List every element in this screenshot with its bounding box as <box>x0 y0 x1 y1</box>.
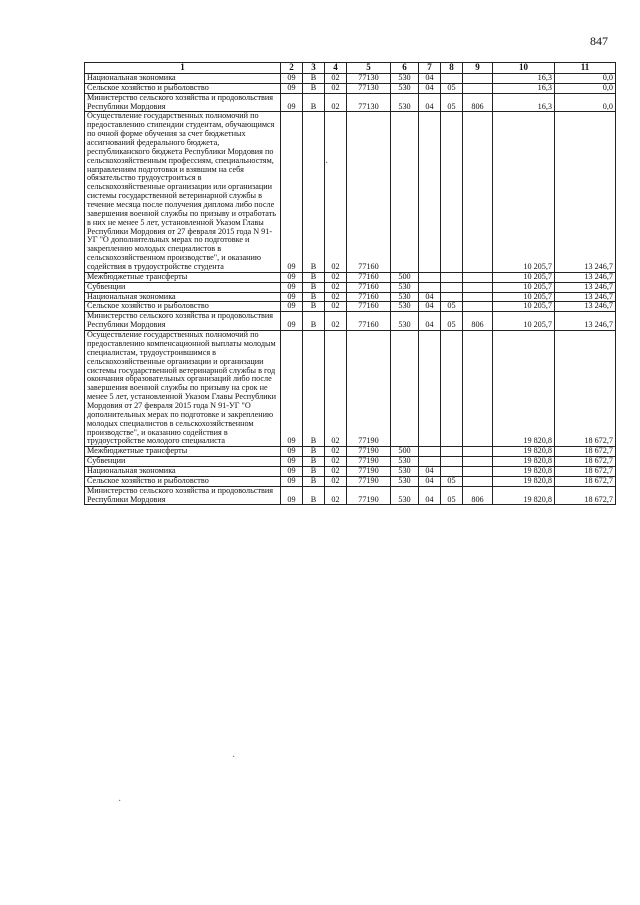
row-cell-col-3: В <box>303 312 325 331</box>
row-cell-col-10: 10 205,7 <box>493 302 555 312</box>
row-cell-col-6 <box>391 112 419 272</box>
scan-speck: · <box>232 752 236 763</box>
row-cell-col-5: 77160 <box>347 272 391 282</box>
row-cell-col-5: 77160 <box>347 312 391 331</box>
row-cell-col-5: 77130 <box>347 93 391 112</box>
row-cell-col-5: 77190 <box>347 457 391 467</box>
row-cell-col-10: 10 205,7 <box>493 292 555 302</box>
row-cell-col-7: 04 <box>419 74 441 84</box>
row-cell-col-11: 13 246,7 <box>555 112 616 272</box>
table-row <box>85 312 616 331</box>
row-name-cell: Министерство сельского хозяйства и продовольствия Республики Мордовия <box>85 93 281 112</box>
row-cell-col-6: 530 <box>391 83 419 93</box>
row-cell-col-10: 19 820,8 <box>493 457 555 467</box>
row-cell-col-11: 18 672,7 <box>555 486 616 505</box>
row-cell-col-2: 09 <box>281 457 303 467</box>
row-cell-col-7: 04 <box>419 292 441 302</box>
row-cell-col-6: 530 <box>391 282 419 292</box>
row-cell-col-8 <box>441 331 463 447</box>
row-cell-col-4: 02 <box>325 476 347 486</box>
row-cell-col-5: 77130 <box>347 83 391 93</box>
row-cell-col-7: 04 <box>419 93 441 112</box>
row-cell-col-4: 02 <box>325 272 347 282</box>
row-cell-col-9 <box>463 83 493 93</box>
row-cell-col-8 <box>441 282 463 292</box>
row-cell-col-3: В <box>303 331 325 447</box>
table-row <box>85 83 616 93</box>
row-cell-col-2: 09 <box>281 292 303 302</box>
row-cell-col-8 <box>441 272 463 282</box>
row-cell-col-6: 500 <box>391 272 419 282</box>
column-header-7: 7 <box>419 63 441 74</box>
row-cell-col-3: В <box>303 447 325 457</box>
row-cell-col-5: 77190 <box>347 466 391 476</box>
row-cell-col-9 <box>463 302 493 312</box>
page-number: 847 <box>590 34 608 48</box>
row-cell-col-8: 05 <box>441 312 463 331</box>
row-cell-col-11: 0,0 <box>555 74 616 84</box>
row-cell-col-2: 09 <box>281 466 303 476</box>
row-cell-col-4: 02 <box>325 112 347 272</box>
row-cell-col-7 <box>419 457 441 467</box>
row-cell-col-5: 77190 <box>347 486 391 505</box>
row-cell-col-4: 02 <box>325 74 347 84</box>
row-cell-col-5: 77160 <box>347 282 391 292</box>
row-cell-col-8: 05 <box>441 93 463 112</box>
row-cell-col-4: 02 <box>325 292 347 302</box>
row-cell-col-10: 19 820,8 <box>493 447 555 457</box>
row-name-cell: Субвенции <box>85 282 281 292</box>
row-cell-col-11: 0,0 <box>555 93 616 112</box>
row-cell-col-6: 500 <box>391 447 419 457</box>
row-cell-col-4: 02 <box>325 466 347 476</box>
row-cell-col-7: 04 <box>419 466 441 476</box>
row-name-cell: Министерство сельского хозяйства и продовольствия Республики Мордовия <box>85 312 281 331</box>
row-cell-col-4: 02 <box>325 486 347 505</box>
row-cell-col-10: 10 205,7 <box>493 312 555 331</box>
row-cell-col-2: 09 <box>281 93 303 112</box>
row-cell-col-2: 09 <box>281 112 303 272</box>
row-cell-col-11: 13 246,7 <box>555 282 616 292</box>
row-name-cell: Субвенции <box>85 457 281 467</box>
row-cell-col-7: 04 <box>419 476 441 486</box>
row-cell-col-6: 530 <box>391 486 419 505</box>
table-row <box>85 476 616 486</box>
row-cell-col-9: 806 <box>463 312 493 331</box>
column-number-row <box>85 63 616 74</box>
row-cell-col-6 <box>391 331 419 447</box>
scan-speck: · <box>325 158 329 169</box>
column-header-10: 10 <box>493 63 555 74</box>
table-row <box>85 282 616 292</box>
table-row <box>85 112 616 272</box>
row-cell-col-10: 10 205,7 <box>493 272 555 282</box>
table-body <box>85 74 616 505</box>
row-cell-col-11: 13 246,7 <box>555 312 616 331</box>
row-cell-col-2: 09 <box>281 83 303 93</box>
table-row <box>85 93 616 112</box>
row-cell-col-5: 77190 <box>347 476 391 486</box>
row-cell-col-4: 02 <box>325 457 347 467</box>
row-cell-col-3: В <box>303 83 325 93</box>
budget-table <box>84 62 616 505</box>
row-cell-col-4: 02 <box>325 331 347 447</box>
row-name-cell: Межбюджетные трансферты <box>85 447 281 457</box>
row-cell-col-3: В <box>303 112 325 272</box>
row-cell-col-11: 0,0 <box>555 83 616 93</box>
row-cell-col-3: В <box>303 272 325 282</box>
row-cell-col-6: 530 <box>391 302 419 312</box>
row-cell-col-3: В <box>303 74 325 84</box>
row-cell-col-3: В <box>303 486 325 505</box>
row-cell-col-2: 09 <box>281 476 303 486</box>
row-cell-col-5: 77160 <box>347 292 391 302</box>
row-cell-col-3: В <box>303 466 325 476</box>
row-cell-col-9 <box>463 466 493 476</box>
row-cell-col-5: 77190 <box>347 331 391 447</box>
row-cell-col-11: 13 246,7 <box>555 302 616 312</box>
column-header-1: 1 <box>85 63 281 74</box>
row-cell-col-9 <box>463 112 493 272</box>
row-cell-col-8: 05 <box>441 83 463 93</box>
row-cell-col-3: В <box>303 476 325 486</box>
row-cell-col-9 <box>463 272 493 282</box>
column-header-3: 3 <box>303 63 325 74</box>
table-row <box>85 272 616 282</box>
row-cell-col-9: 806 <box>463 93 493 112</box>
row-cell-col-2: 09 <box>281 447 303 457</box>
row-cell-col-6: 530 <box>391 457 419 467</box>
row-name-cell: Министерство сельского хозяйства и продовольствия Республики Мордовия <box>85 486 281 505</box>
row-cell-col-3: В <box>303 292 325 302</box>
row-cell-col-5: 77190 <box>347 447 391 457</box>
row-name-cell: Сельское хозяйство и рыболовство <box>85 476 281 486</box>
row-cell-col-8: 05 <box>441 486 463 505</box>
row-cell-col-7 <box>419 272 441 282</box>
row-cell-col-2: 09 <box>281 486 303 505</box>
row-cell-col-10: 19 820,8 <box>493 466 555 476</box>
row-cell-col-10: 16,3 <box>493 74 555 84</box>
row-cell-col-8: 05 <box>441 476 463 486</box>
table-row <box>85 466 616 476</box>
row-cell-col-9 <box>463 447 493 457</box>
row-cell-col-4: 02 <box>325 312 347 331</box>
table-row <box>85 486 616 505</box>
row-cell-col-8: 05 <box>441 302 463 312</box>
row-cell-col-11: 13 246,7 <box>555 292 616 302</box>
row-cell-col-9 <box>463 74 493 84</box>
row-cell-col-10: 19 820,8 <box>493 486 555 505</box>
row-cell-col-4: 02 <box>325 93 347 112</box>
row-cell-col-11: 13 246,7 <box>555 272 616 282</box>
row-cell-col-3: В <box>303 457 325 467</box>
row-cell-col-10: 16,3 <box>493 83 555 93</box>
row-name-cell: Осуществление государственных полномочий по предоставлению стипендии студентам, обучающимся по очной форме обучения за счет бюджетных ассигнований федерального бюджета, республиканского бюджета Республики Мордовия по сельскохозяйственным профессиям, специальностям, направлениям подготовки и взявшим на себя обязательство трудоустроиться в сельскохозяйственные организации или организации системы государственной ветеринарной службы в течение месяца после получения диплома либо после завершения военной службы по призыву и отработать в них не менее 5 лет, установленной Указом Главы Республики Мордовия от 27 февраля 2015 года N 91-УГ "О дополнительных мерах по подготовке и закреплению молодых специалистов в сельскохозяйственном производстве", и оказанию содействия в трудоустройстве студента <box>85 112 281 272</box>
row-cell-col-7 <box>419 282 441 292</box>
row-cell-col-3: В <box>303 93 325 112</box>
column-header-5: 5 <box>347 63 391 74</box>
row-cell-col-6: 530 <box>391 466 419 476</box>
row-cell-col-7 <box>419 112 441 272</box>
row-cell-col-2: 09 <box>281 312 303 331</box>
row-cell-col-4: 02 <box>325 282 347 292</box>
table-row <box>85 74 616 84</box>
row-cell-col-3: В <box>303 302 325 312</box>
table-row <box>85 331 616 447</box>
column-header-9: 9 <box>463 63 493 74</box>
row-cell-col-11: 18 672,7 <box>555 476 616 486</box>
row-cell-col-5: 77130 <box>347 74 391 84</box>
row-cell-col-7 <box>419 447 441 457</box>
row-cell-col-9 <box>463 476 493 486</box>
row-cell-col-10: 16,3 <box>493 93 555 112</box>
row-cell-col-3: В <box>303 282 325 292</box>
column-header-6: 6 <box>391 63 419 74</box>
row-cell-col-7: 04 <box>419 83 441 93</box>
row-cell-col-4: 02 <box>325 447 347 457</box>
row-cell-col-2: 09 <box>281 282 303 292</box>
row-name-cell: Сельское хозяйство и рыболовство <box>85 83 281 93</box>
row-name-cell: Осуществление государственных полномочий по предоставлению компенсационной выплаты молодым специалистам, трудоустроившимся в сельскохозяйственные организации и организации системы государственной ветеринарной службы в год окончания образовательных организаций либо после завершения военной службы по призыву на срок не менее 5 лет, установленной Указом Главы Республики Мордовия от 27 февраля 2015 года N 91-УГ "О дополнительных мерах по подготовке и закреплению молодых специалистов в сельскохозяйственном производстве", и оказанию содействия в трудоустройстве молодого специалиста <box>85 331 281 447</box>
column-header-4: 4 <box>325 63 347 74</box>
row-cell-col-8 <box>441 466 463 476</box>
row-cell-col-6: 530 <box>391 292 419 302</box>
row-cell-col-9 <box>463 331 493 447</box>
row-cell-col-7: 04 <box>419 302 441 312</box>
row-cell-col-6: 530 <box>391 93 419 112</box>
row-cell-col-2: 09 <box>281 272 303 282</box>
column-header-8: 8 <box>441 63 463 74</box>
scan-speck: · <box>118 796 122 807</box>
row-cell-col-4: 02 <box>325 302 347 312</box>
row-name-cell: Национальная экономика <box>85 466 281 476</box>
row-cell-col-7 <box>419 331 441 447</box>
row-cell-col-5: 77160 <box>347 112 391 272</box>
row-cell-col-10: 19 820,8 <box>493 476 555 486</box>
row-cell-col-11: 18 672,7 <box>555 457 616 467</box>
row-name-cell: Межбюджетные трансферты <box>85 272 281 282</box>
row-cell-col-6: 530 <box>391 312 419 331</box>
column-header-2: 2 <box>281 63 303 74</box>
row-name-cell: Сельское хозяйство и рыболовство <box>85 302 281 312</box>
row-cell-col-6: 530 <box>391 74 419 84</box>
row-cell-col-9 <box>463 292 493 302</box>
row-cell-col-10: 10 205,7 <box>493 112 555 272</box>
row-cell-col-8 <box>441 447 463 457</box>
row-name-cell: Национальная экономика <box>85 292 281 302</box>
row-cell-col-11: 18 672,7 <box>555 466 616 476</box>
row-cell-col-8 <box>441 112 463 272</box>
row-cell-col-2: 09 <box>281 302 303 312</box>
row-cell-col-2: 09 <box>281 74 303 84</box>
row-cell-col-2: 09 <box>281 331 303 447</box>
row-cell-col-10: 19 820,8 <box>493 331 555 447</box>
row-cell-col-6: 530 <box>391 476 419 486</box>
row-cell-col-8 <box>441 74 463 84</box>
row-name-cell: Национальная экономика <box>85 74 281 84</box>
row-cell-col-8 <box>441 457 463 467</box>
row-cell-col-9 <box>463 282 493 292</box>
row-cell-col-7: 04 <box>419 486 441 505</box>
row-cell-col-11: 18 672,7 <box>555 447 616 457</box>
row-cell-col-9: 806 <box>463 486 493 505</box>
table-row <box>85 457 616 467</box>
row-cell-col-7: 04 <box>419 312 441 331</box>
column-header-11: 11 <box>555 63 616 74</box>
row-cell-col-4: 02 <box>325 83 347 93</box>
row-cell-col-9 <box>463 457 493 467</box>
row-cell-col-11: 18 672,7 <box>555 331 616 447</box>
row-cell-col-10: 10 205,7 <box>493 282 555 292</box>
row-cell-col-5: 77160 <box>347 302 391 312</box>
